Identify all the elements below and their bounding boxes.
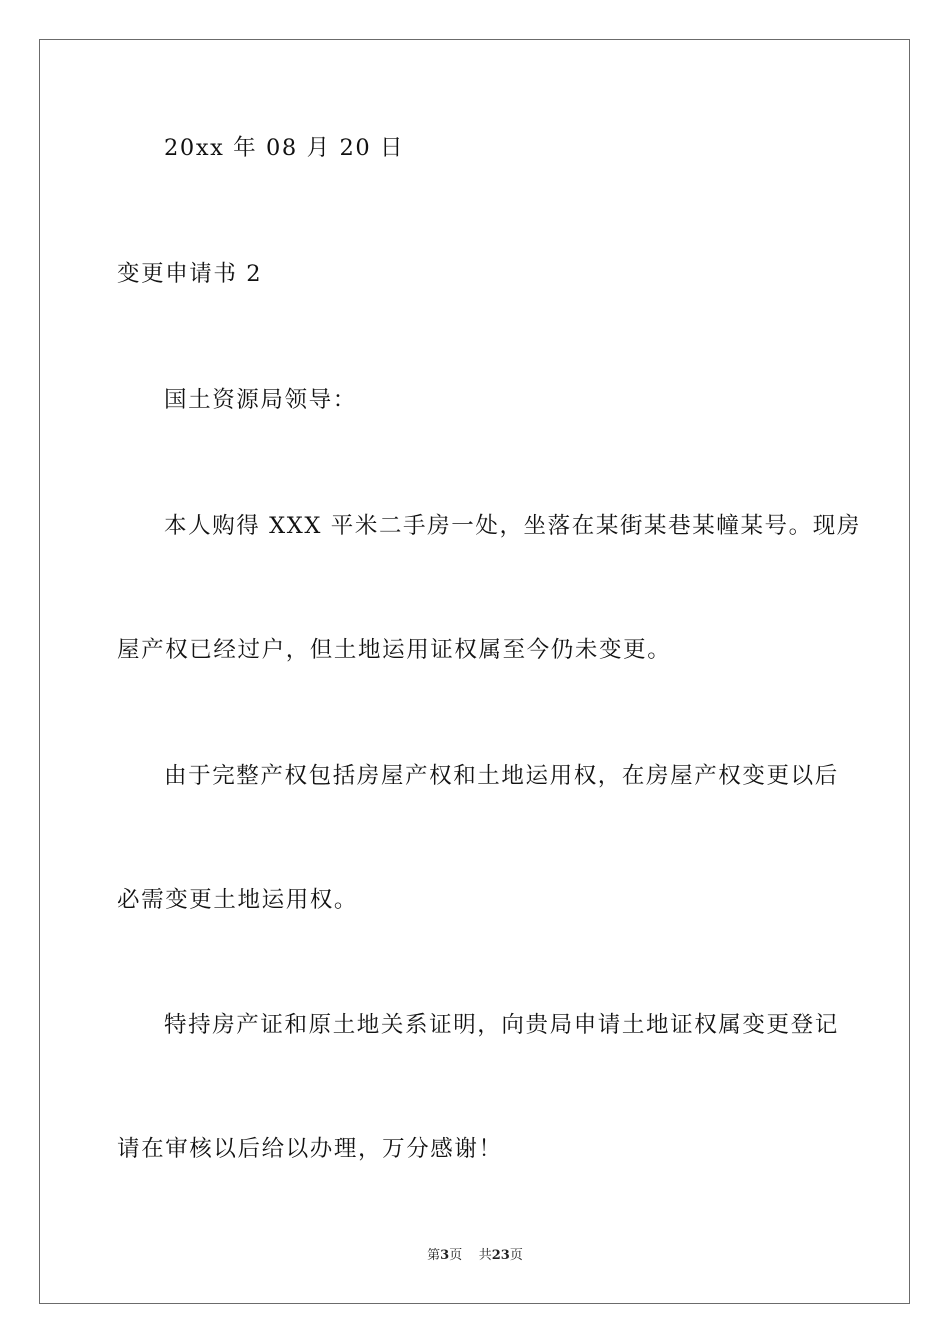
paragraph-line: 请在审核以后给以办理，万分感谢！ bbox=[117, 1136, 503, 1162]
paragraph-line: 屋产权已经过户，但土地运用证权属至今仍未变更。 bbox=[117, 637, 672, 663]
document-date: 20xx 年 08 月 20 日 bbox=[164, 135, 405, 161]
page-suffix: 页 bbox=[449, 1248, 463, 1263]
salutation: 国土资源局领导： bbox=[164, 387, 357, 413]
paragraph-line: 本人购得 XXX 平米二手房一处，坐落在某街某巷某幢某号。现房 bbox=[164, 513, 861, 539]
document-heading: 变更申请书 2 bbox=[117, 261, 263, 287]
page-footer bbox=[0, 1247, 950, 1265]
total-suffix: 页 bbox=[509, 1248, 523, 1263]
total-prefix: 共 bbox=[478, 1248, 492, 1263]
paragraph-line: 必需变更土地运用权。 bbox=[117, 887, 359, 913]
paragraph-line: 特持房产证和原土地关系证明，向贵局申请土地证权属变更登记 bbox=[164, 1012, 839, 1038]
page-border bbox=[39, 39, 910, 1304]
total-page-number: 23 bbox=[491, 1248, 510, 1263]
page-prefix: 第 bbox=[427, 1248, 441, 1263]
current-page-number: 3 bbox=[440, 1248, 450, 1263]
paragraph-line: 由于完整产权包括房屋产权和土地运用权，在房屋产权变更以后 bbox=[164, 763, 839, 789]
